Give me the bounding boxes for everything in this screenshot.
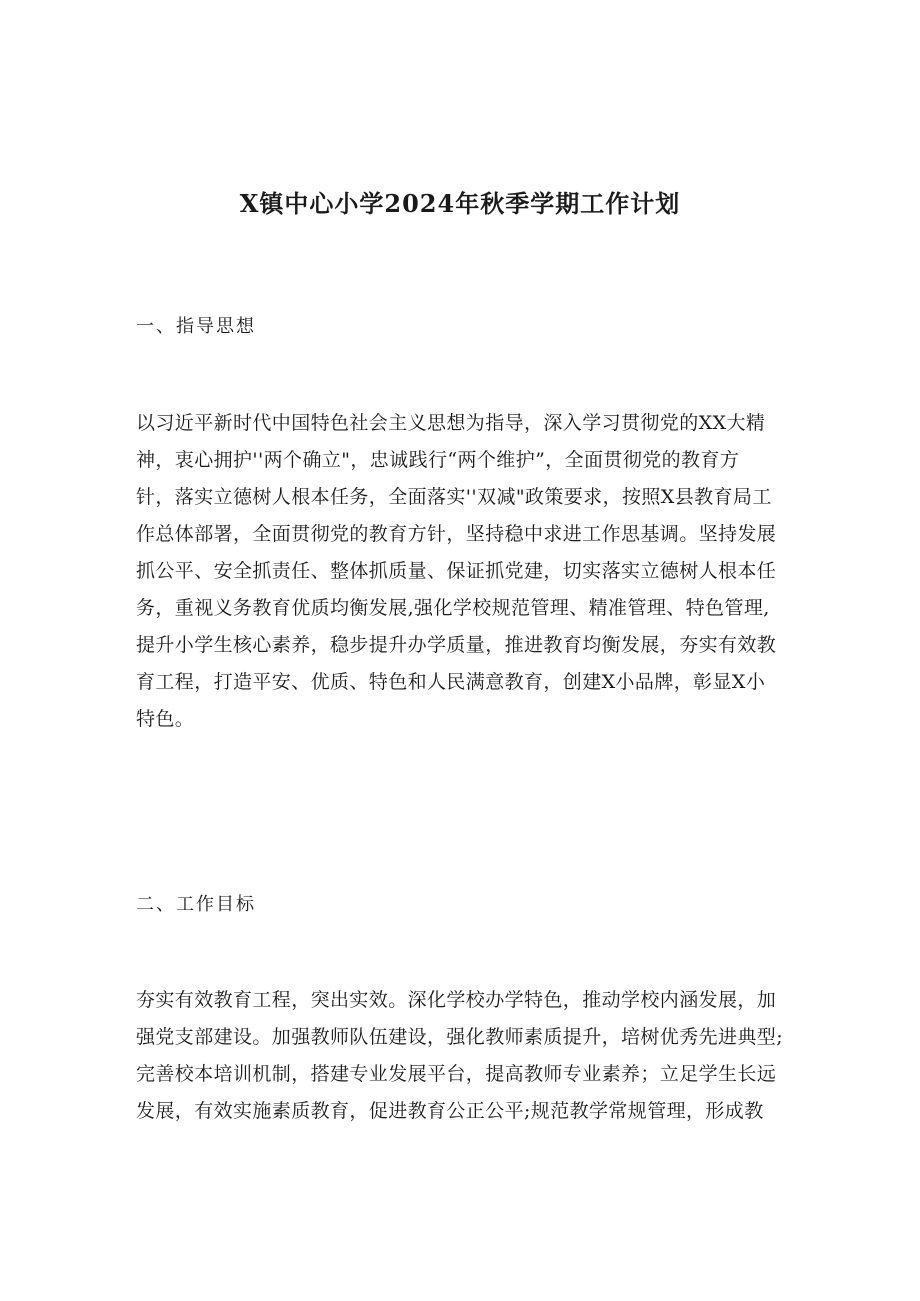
section-heading-work-goals: 二、工作目标 [136,894,256,915]
paragraph-line: 作总体部署，全面贯彻党的教育方针，坚持稳中求进工作思基调。坚持发展 [136,523,777,545]
paragraph-line: 完善校本培训机制，搭建专业发展平台，提高教师专业素养；立足学生长远 [136,1063,777,1085]
document-title: X镇中心小学2024年秋季学期工作计划 [239,189,681,218]
paragraph-line: 以习近平新时代中国特色社会主义思想为指导，深入学习贯彻党的XX大精 [136,412,766,434]
paragraph-line: 针，落实立德树人根本任务，全面落实''双减"政策要求，按照X县教育局工 [136,486,772,508]
paragraph-line: 提升小学生核心素养，稳步提升办学质量，推进教育均衡发展，夯实有效教 [136,634,777,656]
paragraph-line: 神，衷心拥护''两个确立"，忠诚践行“两个维护”，全面贯彻党的教育方 [136,449,740,471]
paragraph-line: 务，重视义务教育优质均衡发展,强化学校规范管理、精准管理、特色管理, [136,597,770,619]
paragraph-line: 特色。 [136,708,195,730]
section-heading-guiding-ideology: 一、指导思想 [136,316,256,337]
section-paragraph-guiding-ideology [136,405,798,738]
paragraph-line: 夯实有效教育工程，突出实效。深化学校办学特色，推动学校内涵发展，加 [136,989,777,1011]
paragraph-line: 育工程，打造平安、优质、特色和人民满意教育，创建X小品牌，彰显X小 [136,671,766,693]
paragraph-line: 抓公平、安全抓责任、整体抓质量、保证抓党建，切实落实立德树人根本任 [136,560,777,582]
paragraph-line: 强党支部建设。加强教师队伍建设，强化教师素质提升，培树优秀先进典型; [136,1026,784,1048]
section-paragraph-work-goals [136,982,798,1130]
paragraph-line: 发展，有效实施素质教育，促进教育公正公平;规范教学常规管理，形成教 [136,1100,764,1122]
